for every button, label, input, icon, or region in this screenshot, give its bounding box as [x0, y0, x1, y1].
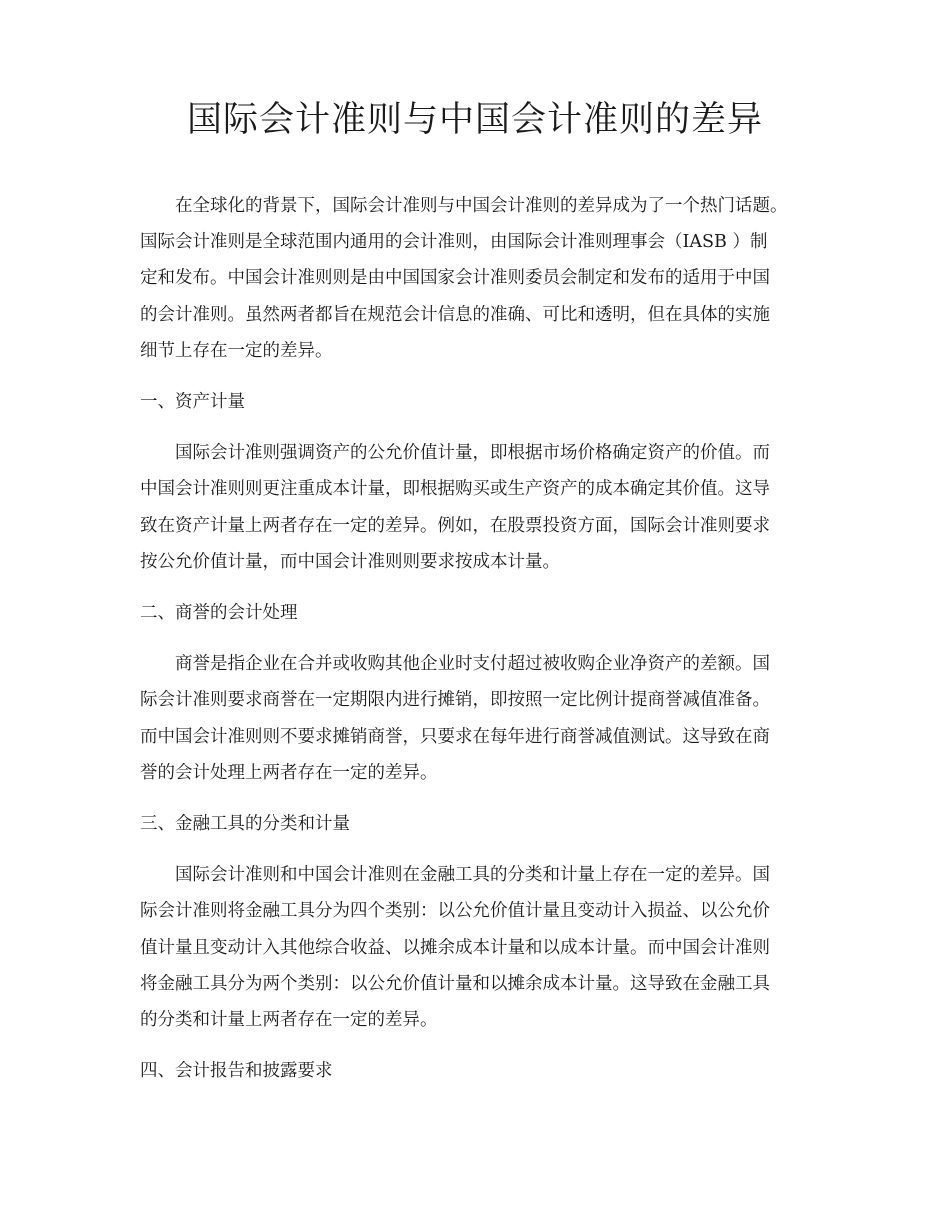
paragraph-line: 国际会计准则和中国会计准则在金融工具的分类和计量上存在一定的差异。国: [175, 865, 770, 886]
paragraph-line: 值计量且变动计入其他综合收益、以摊余成本计量和以成本计量。而中国会计准则: [140, 937, 770, 958]
document-body: [140, 188, 830, 1089]
section-heading-reporting-disclosure: 四、会计报告和披露要求: [140, 1061, 333, 1082]
paragraph-line: 将金融工具分为两个类别：以公允价值计量和以摊余成本计量。这导致在金融工具: [140, 973, 770, 994]
paragraph-line: 中国会计准则则更注重成本计量，即根据购买或生产资产的成本确定其价值。这导: [140, 479, 770, 500]
section-paragraph-goodwill: [140, 646, 830, 791]
paragraph-line: 商誉是指企业在合并或收购其他企业时支付超过被收购企业净资产的差额。国: [175, 654, 770, 675]
paragraph-line: 按公允价值计量，而中国会计准则则要求按成本计量。: [140, 551, 560, 572]
section-heading-asset-measurement: 一、资产计量: [140, 392, 245, 413]
document-title: 国际会计准则与中国会计准则的差异: [186, 100, 763, 140]
section-heading-financial-instruments: 三、金融工具的分类和计量: [140, 814, 350, 835]
intro-line-3: 定和发布。中国会计准则则是由中国国家会计准则委员会制定和发布的适用于中国: [140, 268, 770, 289]
paragraph-line: 誉的会计处理上两者存在一定的差异。: [140, 762, 438, 783]
paragraph-line: 国际会计准则强调资产的公允价值计量，即根据市场价格确定资产的价值。而: [175, 443, 770, 464]
section-heading-goodwill: 二、商誉的会计处理: [140, 603, 298, 624]
intro-paragraph: [140, 188, 830, 369]
paragraph-line: 而中国会计准则则不要求摊销商誉，只要求在每年进行商誉减值测试。这导致在商: [140, 726, 770, 747]
intro-line-1: 在全球化的背景下，国际会计准则与中国会计准则的差异成为了一个热门话题。: [175, 196, 788, 216]
intro-line-5: 细节上存在一定的差异。: [140, 340, 333, 361]
paragraph-line: 的分类和计量上两者存在一定的差异。: [140, 1010, 438, 1031]
paragraph-line: 际会计准则要求商誉在一定期限内进行摊销，即按照一定比例计提商誉减值准备。: [140, 690, 770, 711]
intro-line-4: 的会计准则。虽然两者都旨在规范会计信息的准确、可比和透明，但在具体的实施: [140, 304, 770, 325]
section-paragraph-asset-measurement: [140, 435, 830, 580]
intro-line-2: 国际会计准则是全球范围内通用的会计准则，由国际会计准则理事会（IASB ）制: [140, 232, 768, 253]
paragraph-line: 致在资产计量上两者存在一定的差异。例如，在股票投资方面，国际会计准则要求: [140, 515, 770, 536]
section-paragraph-financial-instruments: [140, 857, 830, 1038]
paragraph-line: 际会计准则将金融工具分为四个类别：以公允价值计量且变动计入损益、以公允价: [140, 901, 770, 922]
